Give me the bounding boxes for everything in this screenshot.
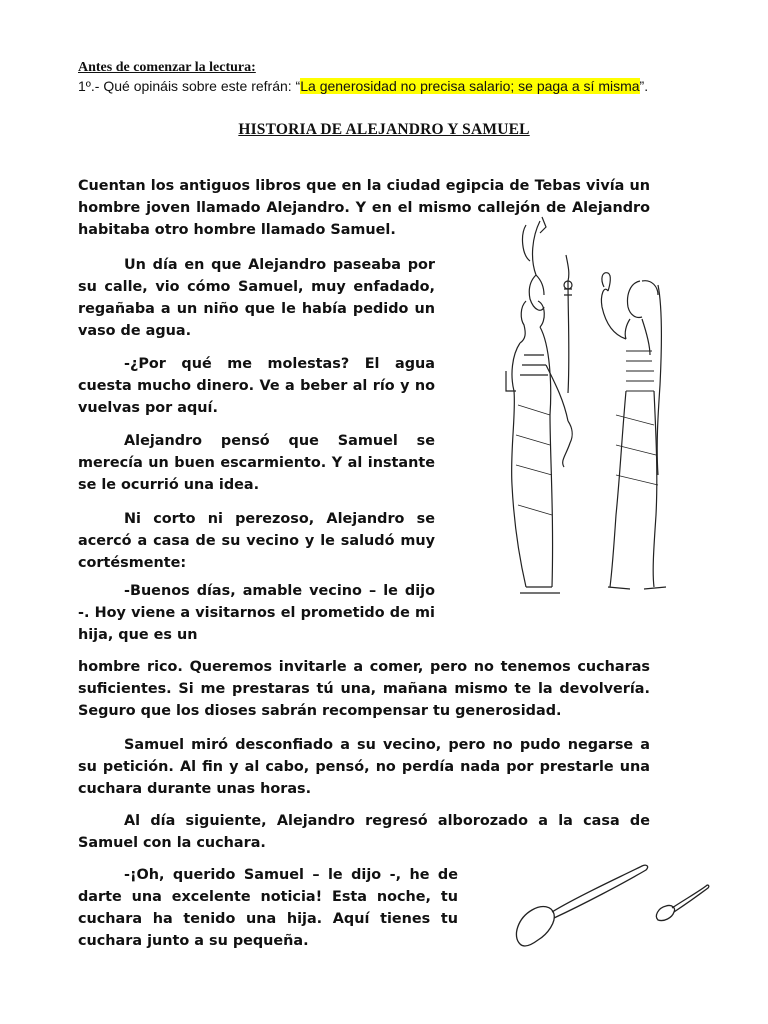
paragraph-2: Un día en que Alejandro paseaba por su calle, vio cómo Samuel, muy enfadado, regañaba a un niño que le había pedido un vaso de agua. bbox=[78, 257, 435, 339]
paragraph-3: -¿Por qué me molestas? El agua cuesta mucho dinero. Ve a beber al río y no vuelvas por aquí. bbox=[78, 356, 435, 416]
paragraph-10: -¡Oh, querido Samuel – le dijo -, he de darte una excelente noticia! Esta noche, tu cuchara ha tenido una hija. Aquí tienes tu cuchara junto a su pequeña. bbox=[78, 867, 458, 949]
left-figure bbox=[506, 217, 572, 593]
story-title: HISTORIA DE ALEJANDRO Y SAMUEL bbox=[238, 121, 530, 138]
question-suffix: ”. bbox=[639, 78, 649, 94]
small-spoon-icon bbox=[656, 885, 708, 920]
paragraph-6: -Buenos días, amable vecino – le dijo -. Hoy viene a visitarnos el prometido de mi hija, que es un bbox=[78, 583, 435, 643]
paragraph-5: Ni corto ni perezoso, Alejandro se acercó a casa de su vecino y le saludó muy cortésmente: bbox=[78, 511, 435, 571]
paragraph-9: Al día siguiente, Alejandro regresó alborozado a la casa de Samuel con la cuchara. bbox=[78, 813, 650, 851]
paragraph-opening: Cuentan los antiguos libros que en la ciudad egipcia de Tebas vivía un hombre joven llamado Alejandro. Y en el mismo callejón de Alejandro habitaba otro hombre llamado Samuel. bbox=[78, 178, 650, 238]
intro-question bbox=[78, 78, 718, 94]
right-figure bbox=[601, 273, 666, 589]
egyptian-figures-illustration bbox=[480, 215, 690, 607]
highlighted-proverb: La generosidad no precisa salario; se paga a sí misma bbox=[300, 78, 640, 94]
question-prefix: 1º.- Qué opináis sobre este refrán: “ bbox=[78, 78, 301, 94]
paragraph-7: hombre rico. Queremos invitarle a comer, pero no tenemos cucharas suficientes. Si me prestaras tú una, mañana mismo te la devolvería. Seguro que los dioses sabrán recompensar tu generosidad. bbox=[78, 659, 650, 719]
paragraph-8: Samuel miró desconfiado a su vecino, pero no pudo negarse a su petición. Al fin y al cabo, pensó, no perdía nada por prestarle una cuchara durante unas horas. bbox=[78, 737, 650, 797]
paragraph-4: Alejandro pensó que Samuel se merecía un buen escarmiento. Y al instante se le ocurrió una idea. bbox=[78, 433, 435, 493]
spoons-illustration bbox=[508, 860, 728, 960]
intro-heading: Antes de comenzar la lectura: bbox=[78, 60, 256, 75]
large-spoon-icon bbox=[516, 865, 647, 946]
